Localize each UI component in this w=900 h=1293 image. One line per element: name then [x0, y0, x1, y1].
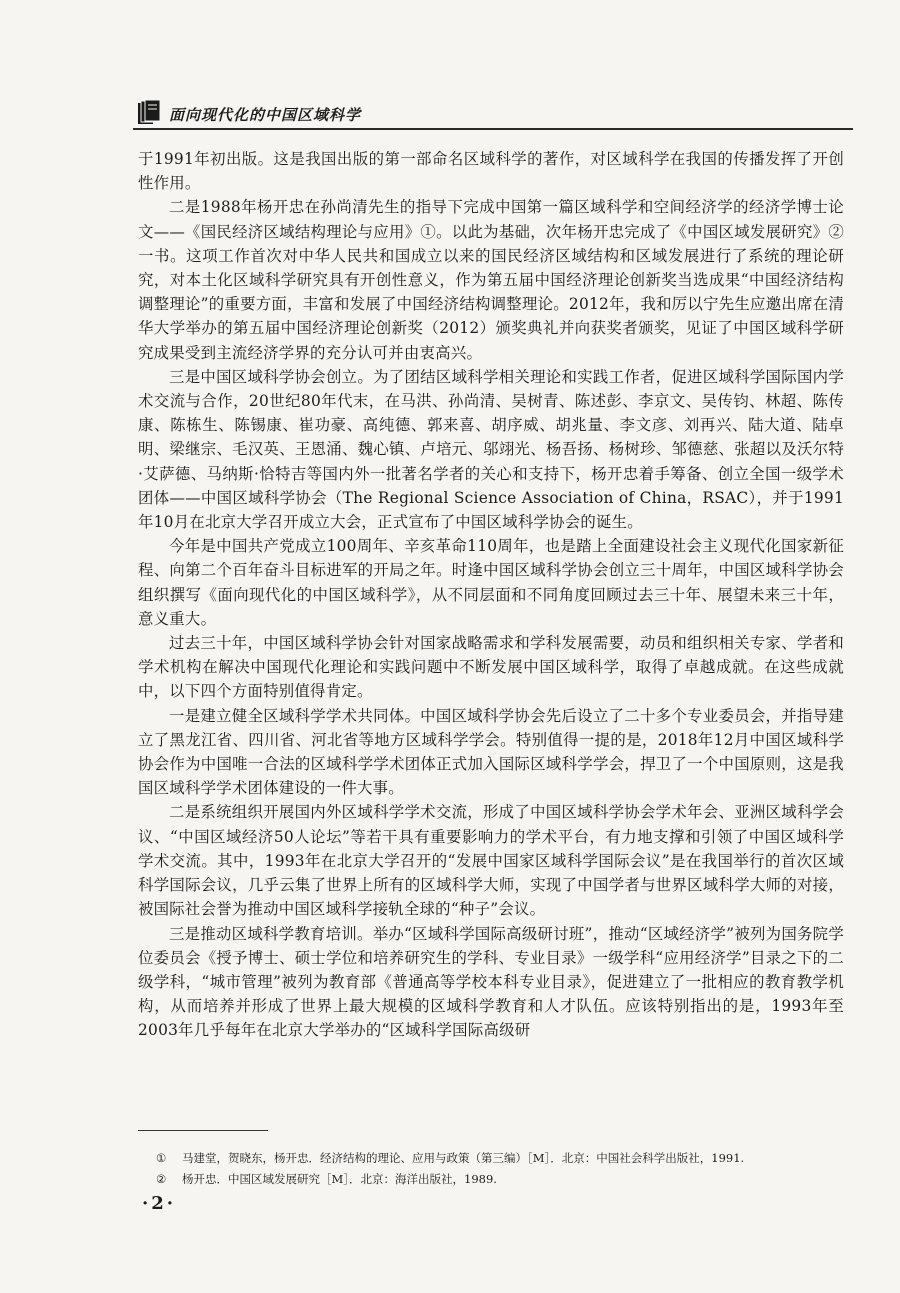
paragraph: 一是建立健全区域科学学术共同体。中国区域科学协会先后设立了二十多个专业委员会，并指导建立了黑龙江省、四川省、河北省等地方区域科学学会。特别值得一提的是，2018年12月中国区域科学协会作为中国唯一合法的区域科学学术团体正式加入国际区域科学学会，捍卫了一个中国原则，这是我国区域科学学术团体建设的一件大事。	[138, 706, 844, 798]
footnote-mark: ①	[156, 1151, 167, 1165]
paragraph: 三是推动区域科学教育培训。举办“区域科学国际高级研讨班”，推动“区域经济学”被列为国务院学位委员会《授予博士、硕士学位和培养研究生的学科、专业目录》一级学科“应用经济学”目录之下的二级学科，“城市管理”被列为教育部《普通高等学校本科专业目录》，促进建立了一批相应的教育教学机构，从而培养并形成了世界上最大规模的区域科学教育和人才队伍。应该特别指出的是，1993年至2003年几乎每年在北京大学举办的“区域科学国际高级研	[138, 924, 844, 1040]
body-text	[138, 147, 844, 1043]
footnote	[156, 1169, 846, 1190]
paragraph: 二是系统组织开展国内外区域科学学术交流，形成了中国区域科学协会学术年会、亚洲区域科学会议、“中国区域经济50人论坛”等若干具有重要影响力的学术平台，有力地支撑和引领了中国区域科学学术交流。其中，1993年在北京大学召开的“发展中国家区域科学国际会议”是在我国举行的首次区域科学国际会议，几乎云集了世界上所有的区域科学大师，实现了中国学者与世界区域科学大师的对接，被国际社会誉为推动中国区域科学接轨全球的“种子”会议。	[138, 803, 844, 919]
book-icon	[137, 100, 161, 126]
paragraph: 二是1988年杨开忠在孙尚清先生的指导下完成中国第一篇区域科学和空间经济学的经济学博士论文——《国民经济区域结构理论与应用》①。以此为基础，次年杨开忠完成了《中国区域发展研究》② 一书。这项工作首次对中华人民共和国成立以来的国民经济区域结构和区域发展进行了系统的理论研究，对本土化区域科学研究具有开创性意义，作为第五届中国经济理论创新奖当选成果“中国经济结构调整理论”的重要方面，丰富和发展了中国经济结构调整理论。2012年，我和厉以宁先生应邀出席在清华大学举办的第五届中国经济理论创新奖（2012）颁奖典礼并向获奖者颁奖，见证了中国区域科学研究成果受到主流经济学界的充分认可并由衷高兴。	[138, 198, 844, 362]
footnote-mark: ②	[156, 1172, 167, 1186]
footnote-rule	[138, 1130, 268, 1131]
header-rule	[133, 128, 853, 130]
footnote	[156, 1148, 846, 1169]
running-header	[133, 98, 853, 132]
paragraph: 今年是中国共产党成立100周年、辛亥革命110周年，也是踏上全面建设社会主义现代化国家新征程、向第二个百年奋斗目标进军的开局之年。时逢中国区域科学协会创立三十周年，中国区域科学协会组织撰写《面向现代化的中国区域科学》，从不同层面和不同角度回顾过去三十年、展望未来三十年，意义重大。	[138, 537, 844, 628]
running-title: 面向现代化的中国区域科学	[169, 106, 362, 124]
paragraph: 三是中国区域科学协会创立。为了团结区域科学相关理论和实践工作者，促进区域科学国际国内学术交流与合作，20世纪80年代末，在马洪、孙尚清、吴树青、陈述彭、李京文、吴传钧、林超、陈传康、陈栋生、陈锡康、崔功豪、高纯德、郭来喜、胡序威、胡兆量、李文彦、刘再兴、陆大道、陆卓明、梁继宗、毛汉英、王恩涌、魏心镇、卢培元、邬翊光、杨吾扬、杨树珍、邹德慈、张超以及沃尔特·艾萨德、马纳斯·恰特吉等国内外一批著名学者的关心和支持下，杨开忠着手筹备、创立全国一级学术团体——中国区域科学协会（The Regional Science Association of China，RSAC），并于1991年10月在北京大学召开成立大会，正式宣布了中国区域科学协会的诞生。	[138, 367, 844, 532]
footnotes	[156, 1148, 846, 1190]
page-number: ·2·	[142, 1193, 177, 1214]
footnote-text: 杨开忠．中国区域发展研究［M］．北京：海洋出版社，1989.	[182, 1172, 497, 1186]
paragraph: 于1991年初出版。这是我国出版的第一部命名区域科学的著作，对区域科学在我国的传播发挥了开创性作用。	[138, 150, 844, 193]
footnote-text: 马建堂，贺晓东，杨开忠．经济结构的理论、应用与政策（第三编）［M］．北京：中国社会科学出版社，1991.	[182, 1151, 745, 1165]
paragraph: 过去三十年，中国区域科学协会针对国家战略需求和学科发展需要，动员和组织相关专家、学者和学术机构在解决中国现代化理论和实践问题中不断发展中国区域科学，取得了卓越成就。在这些成就中，以下四个方面特别值得肯定。	[138, 634, 844, 701]
